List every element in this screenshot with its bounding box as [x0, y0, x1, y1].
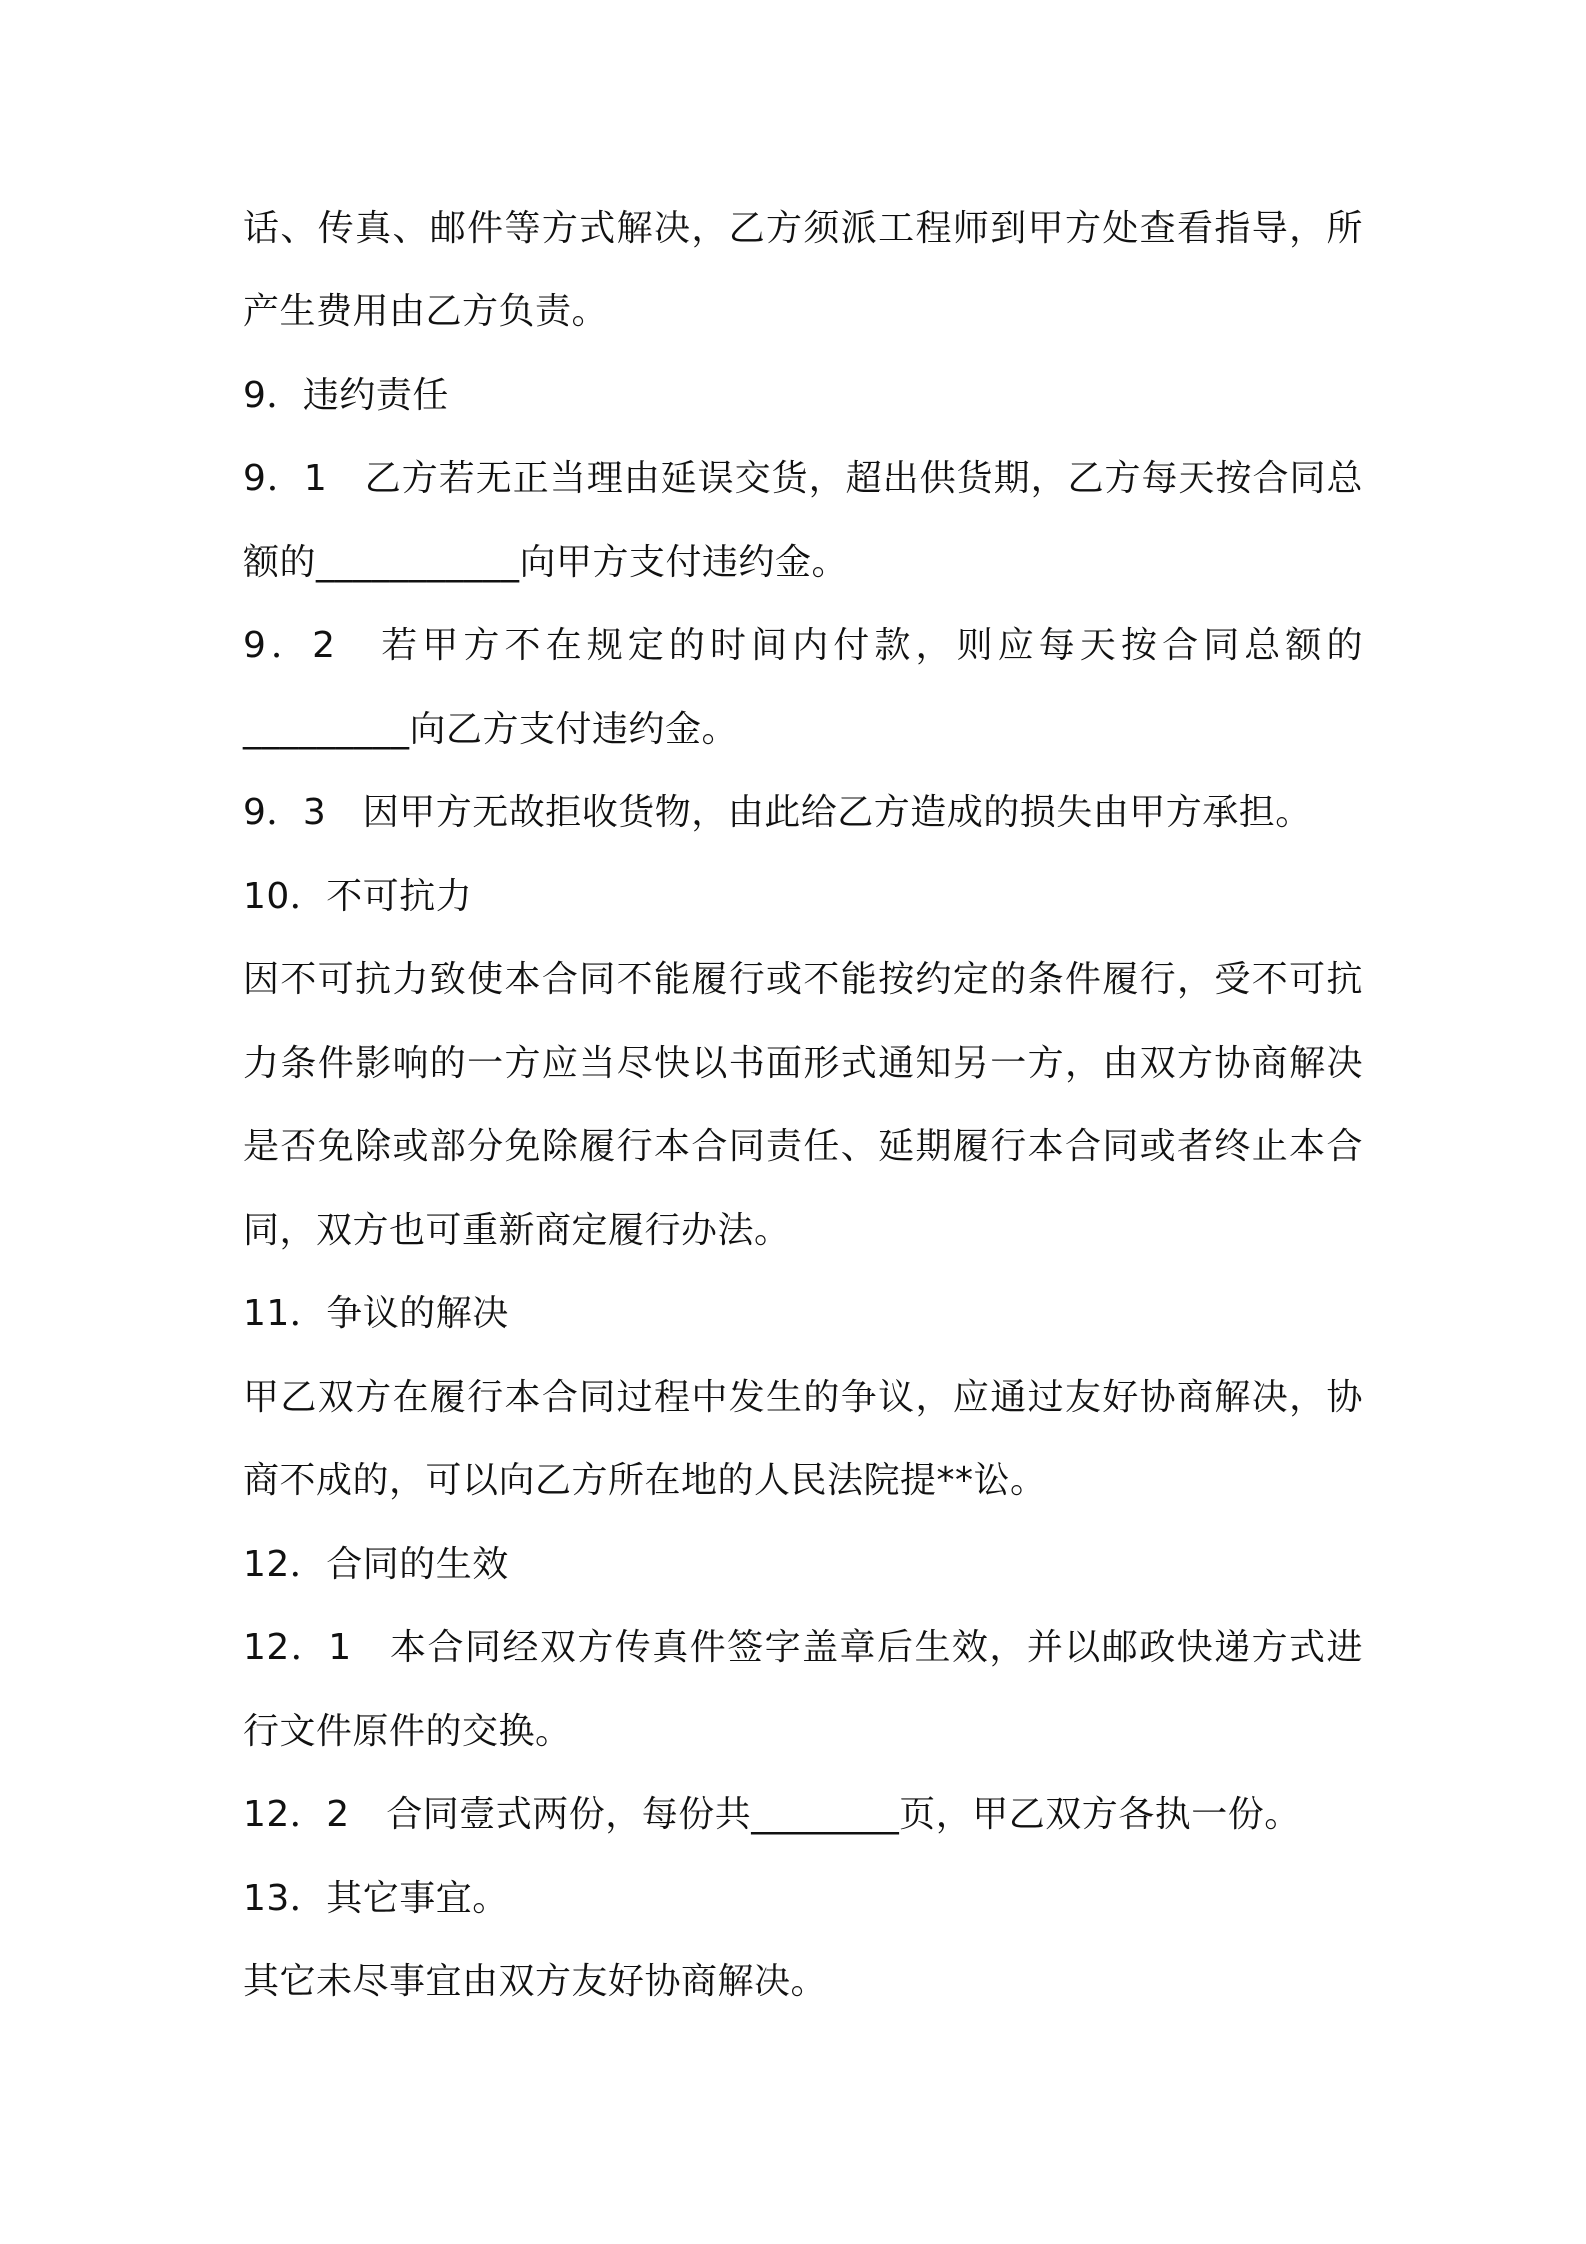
section-heading-10: 10．不可抗力 [243, 876, 473, 917]
clause-12-2: 12．2 合同壹式两份，每份共________页，甲乙双方各执一份。 [243, 1794, 1301, 1835]
paragraph-line: 商不成的，可以向乙方所在地的人民法院提**讼。 [243, 1460, 1047, 1501]
paragraph-line: 产生费用由乙方负责。 [243, 291, 609, 332]
paragraph-line: 同，双方也可重新商定履行办法。 [243, 1210, 791, 1251]
clause-9-1: 9．1 乙方若无正当理由延误交货，超出供货期，乙方每天按合同总 [243, 458, 1363, 499]
clause-9-2: 9．2 若甲方不在规定的时间内付款，则应每天按合同总额的 [243, 625, 1363, 666]
paragraph-line: 因不可抗力致使本合同不能履行或不能按约定的条件履行，受不可抗 [243, 959, 1363, 1000]
paragraph-line: 甲乙双方在履行本合同过程中发生的争议，应通过友好协商解决，协 [243, 1377, 1363, 1418]
paragraph-line: 力条件影响的一方应当尽快以书面形式通知另一方，由双方协商解决 [243, 1043, 1363, 1084]
section-heading-11: 11．争议的解决 [243, 1293, 509, 1334]
clause-9-3: 9．3 因甲方无故拒收货物，由此给乙方造成的损失由甲方承担。 [243, 792, 1312, 833]
section-heading-12: 12．合同的生效 [243, 1544, 509, 1585]
paragraph-line: 额的___________向甲方支付违约金。 [243, 542, 849, 583]
paragraph-line: 其它未尽事宜由双方友好协商解决。 [243, 1961, 828, 2002]
section-heading-13: 13．其它事宜。 [243, 1878, 509, 1919]
clause-12-1: 12．1 本合同经双方传真件签字盖章后生效，并以邮政快递方式进 [243, 1627, 1363, 1668]
paragraph-line: 话、传真、邮件等方式解决，乙方须派工程师到甲方处查看指导，所 [243, 208, 1363, 249]
paragraph-line: 行文件原件的交换。 [243, 1711, 572, 1752]
paragraph-line: 是否免除或部分免除履行本合同责任、延期履行本合同或者终止本合 [243, 1126, 1363, 1167]
paragraph-line: _________向乙方支付违约金。 [243, 709, 739, 750]
section-heading-9: 9．违约责任 [243, 375, 449, 416]
